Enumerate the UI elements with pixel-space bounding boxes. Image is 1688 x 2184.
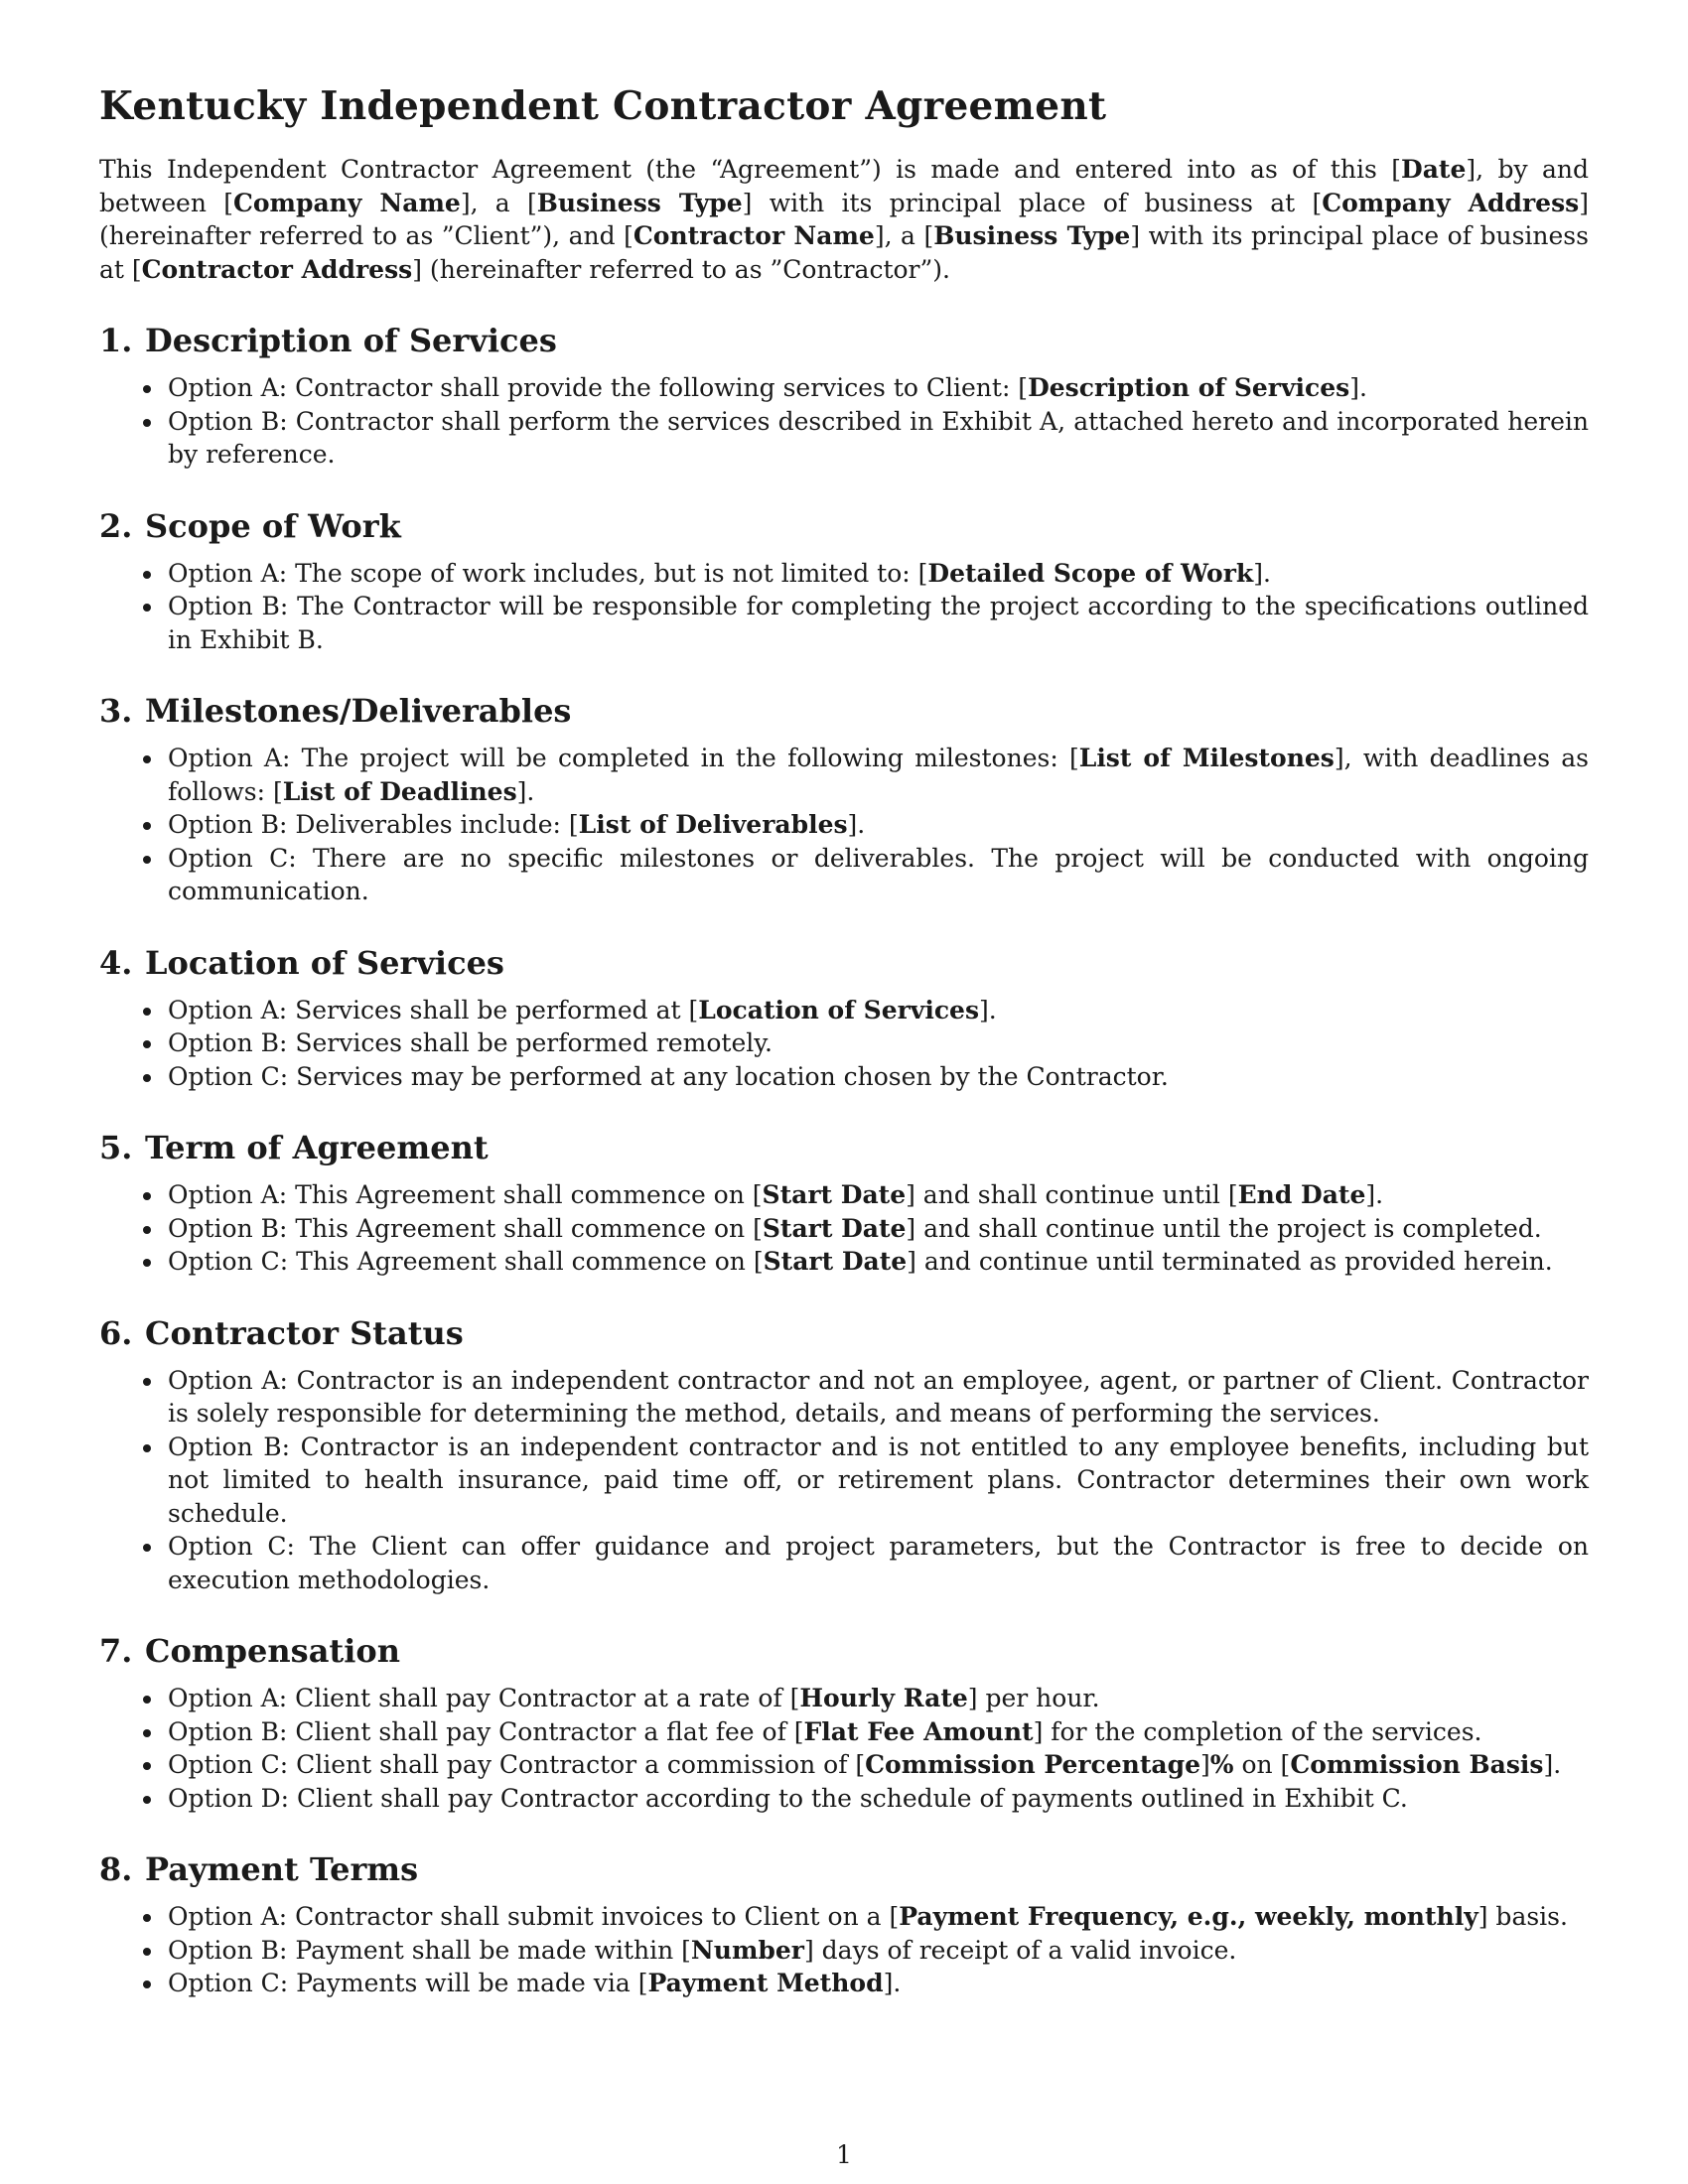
option-item: Option A: The project will be completed in the following milestones: [List of Milestones], with deadlines as follows: [List of Deadlines]. [168,742,1589,808]
section-heading: 3. Milestones/Deliverables [99,692,572,730]
section-heading: 2. Scope of Work [99,506,401,545]
company-address-placeholder: Company Address [1322,188,1580,217]
option-item: Option B: Client shall pay Contractor a flat fee of [Flat Fee Amount] for the completion of the services. [168,1715,1589,1749]
option-item: Option A: Contractor shall submit invoices to Client on a [Payment Frequency, e.g., weekly, monthly] basis. [168,1900,1589,1934]
contractor-name-placeholder: Contractor Name [633,221,875,250]
company-name-placeholder: Company Name [232,188,461,217]
option-item: Option B: The Contractor will be responsible for completing the project according to the specifications outlined in Exhibit B. [168,590,1589,656]
section-milestones-deliverables [99,692,1589,908]
section-heading: 1. Description of Services [99,322,557,359]
section-payment-terms [99,1850,1589,2000]
option-item: Option B: Services shall be performed remotely. [168,1026,1589,1060]
section-heading: 4. Location of Services [99,943,504,982]
option-item: Option A: Services shall be performed at [Location of Services]. [168,994,1589,1027]
option-item: Option B: Contractor shall perform the services described in Exhibit A, attached hereto and incorporated herein by reference. [168,405,1589,472]
option-list [99,742,1589,908]
option-item: Option D: Client shall pay Contractor according to the schedule of payments outlined in Exhibit C. [168,1782,1589,1816]
section-scope-of-work [99,507,1589,657]
section-heading: 8. Payment Terms [99,1850,419,1888]
option-item: Option C: Services may be performed at any location chosen by the Contractor. [168,1060,1589,1094]
option-item: Option C: There are no specific milestones or deliverables. The project will be conducted with ongoing communication. [168,842,1589,908]
business-type-placeholder: Business Type [536,188,743,217]
option-list [99,371,1589,472]
section-term-of-agreement [99,1129,1589,1279]
option-list [99,1364,1589,1597]
document-title: Kentucky Independent Contractor Agreement [99,83,1107,129]
option-item: Option A: Client shall pay Contractor at a rate of [Hourly Rate] per hour. [168,1682,1589,1715]
option-item: Option A: This Agreement shall commence on [Start Date] and shall continue until [End Date]. [168,1178,1589,1212]
section-contractor-status [99,1314,1589,1597]
option-list [99,1682,1589,1815]
section-heading: 7. Compensation [99,1632,400,1670]
section-heading: 6. Contractor Status [99,1313,464,1352]
option-list [99,1178,1589,1279]
option-item: Option B: Payment shall be made within [Number] days of receipt of a valid invoice. [168,1934,1589,1968]
section-description-of-services [99,322,1589,472]
option-list [99,1900,1589,2000]
option-item: Option A: Contractor shall provide the following services to Client: [Description of Services]. [168,371,1589,405]
option-item: Option B: Deliverables include: [List of Deliverables]. [168,808,1589,842]
section-compensation [99,1632,1589,1815]
option-list [99,557,1589,657]
option-item: Option A: The scope of work includes, but is not limited to: [Detailed Scope of Work]. [168,557,1589,591]
option-item: Option C: The Client can offer guidance and project parameters, but the Contractor is free to decide on execution methodologies. [168,1530,1589,1596]
option-item: Option C: This Agreement shall commence on [Start Date] and continue until terminated as provided herein. [168,1245,1589,1279]
intro-paragraph: This Independent Contractor Agreement (the “Agreement”) is made and entered into as of this [Date], by and between [Company Name], a [Business Type] with its principal place of business at [Company Address] (hereinafter referred to as ”Client”), and [Contractor Name], a [Business Type] with its principal place of business at [Contractor Address] (hereinafter referred to as ”Contractor”). [99,155,1589,284]
section-location-of-services [99,944,1589,1094]
document-page [99,83,1589,2000]
option-item: Option B: Contractor is an independent contractor and is not entitled to any employee benefits, including but not limited to health insurance, paid time off, or retirement plans. Contractor determines their own work schedule. [168,1431,1589,1531]
option-item: Option B: This Agreement shall commence on [Start Date] and shall continue until the project is completed. [168,1212,1589,1246]
page-number: 1 [836,2140,852,2169]
option-item: Option A: Contractor is an independent contractor and not an employee, agent, or partner of Client. Contractor is solely responsible for determining the method, details, and means of performing the services. [168,1364,1589,1431]
contractor-address-placeholder: Contractor Address [141,254,413,284]
option-list [99,994,1589,1094]
option-item: Option C: Client shall pay Contractor a commission of [Commission Percentage]% on [Commission Basis]. [168,1748,1589,1782]
business-type-placeholder: Business Type [933,221,1131,250]
option-item: Option C: Payments will be made via [Payment Method]. [168,1967,1589,2000]
date-placeholder: Date [1401,155,1467,184]
section-heading: 5. Term of Agreement [99,1129,489,1166]
